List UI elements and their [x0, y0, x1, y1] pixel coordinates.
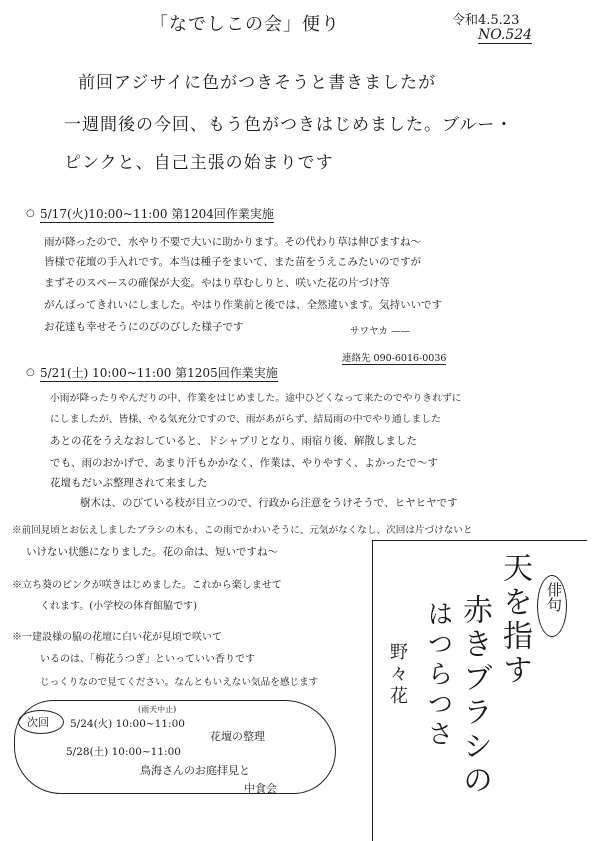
newsletter-title: 「なでしこの会」便り — [150, 14, 340, 35]
entry-line: でも、雨のおかげで、あまり汗もかかなく、作業は、やりやすく、よかったで～す — [50, 457, 438, 469]
next-task: 花壇の整理 — [210, 730, 265, 743]
issue-number: NO.524 — [478, 27, 533, 43]
bullet-dot: ○ — [26, 367, 35, 378]
note-line: ※立ち葵のピンクが咲きはじめました。これから楽しませて — [12, 580, 282, 591]
next-task: 中食会 — [244, 782, 277, 795]
note-line: ※前回見頃とお伝えしましたブラシの木も、この雨でかわいそうに、元気がなくなし、次回は片づけないと — [12, 525, 473, 536]
haiku-author: 野々花 — [387, 642, 408, 708]
entry-line: 雨が降ったので、水やり不要で大いに助かります。その代わり草は伸びますね～ — [44, 236, 421, 248]
contact-phone: 連絡先 090-6016-0036 — [342, 350, 446, 365]
note-line: ※一建設様の脇の花壇に白い花が見頃で咲いて — [12, 632, 222, 643]
entry-line: お花達も幸せそうにのびのびした様子です — [44, 321, 244, 333]
entry-line: まずそのスペースの確保が大変。やはり草むしりと、咲いた花の片づけ等 — [44, 277, 390, 289]
entry-line: 小雨が降ったりやんだりの中、作業をはじめました。途中ひどくなって来たのでやりきれずに — [50, 393, 462, 404]
signature: サワヤカ —— — [350, 326, 411, 337]
entry-heading: 5/21(土) 10:00~11:00 第1205回作業実施 — [40, 366, 278, 380]
note-line: いけない状態になりました。花の命は、短いですね～ — [26, 546, 278, 558]
entry-line: にしましたが、皆様、やる気充分ですので、雨があがらず、結局雨の中でやり通しました — [50, 414, 441, 425]
entry-line: あとの花をうえなおしていると、ドシャブリとなり、雨宿り後、解散しました — [50, 435, 417, 447]
rain-note: (雨天中止) — [138, 705, 177, 714]
entry-line: がんばってきれいにしました。やはり作業前と後では、全然違います。気持いいです — [44, 299, 443, 311]
entry-line: 皆様で花壇の手入れです。本当は種子をまいて、また苗をうえこみたいのですが — [44, 256, 421, 268]
note-line: くれます。(小学校の体育館脇です) — [40, 601, 198, 612]
intro-line: ピンクと、自己主張の始まりです — [64, 153, 334, 173]
haiku-line: 天を指す — [497, 552, 532, 688]
next-date: 5/28(土) 10:00~11:00 — [66, 746, 181, 758]
next-task: 鳥海さんのお庭拝見と — [140, 764, 250, 777]
issue-date: 令和4.5.23 — [452, 13, 520, 28]
entry-line: 樹木は、のびている枝が目立つので、行政から注意をうけそうで、ヒヤヒヤです — [80, 497, 458, 509]
entry-heading: 5/17(火)10:00~11:00 第1204回作業実施 — [40, 207, 274, 221]
note-line: いるのは、「梅花うつぎ」といっていい香りです — [40, 654, 255, 665]
entry-line: 花壇もだいぶ整理されて来ました — [50, 477, 208, 489]
haiku-line: 赤きブラシの — [457, 594, 492, 798]
intro-line: 一週間後の今回、もう色がつきはじめました。ブルー・ — [64, 115, 514, 135]
haiku-label: 俳句 — [537, 575, 567, 637]
bullet-dot: ○ — [26, 208, 35, 219]
next-date: 5/24(火) 10:00~11:00 — [70, 718, 185, 730]
next-meeting-badge: 次回 — [18, 710, 64, 734]
note-line: じっくりなので見てください。なんともいえない気品を感じます — [40, 677, 319, 688]
haiku-line: はつらつさ — [423, 600, 453, 750]
intro-line: 前回アジサイに色がつきそうと書きましたが — [78, 73, 437, 93]
